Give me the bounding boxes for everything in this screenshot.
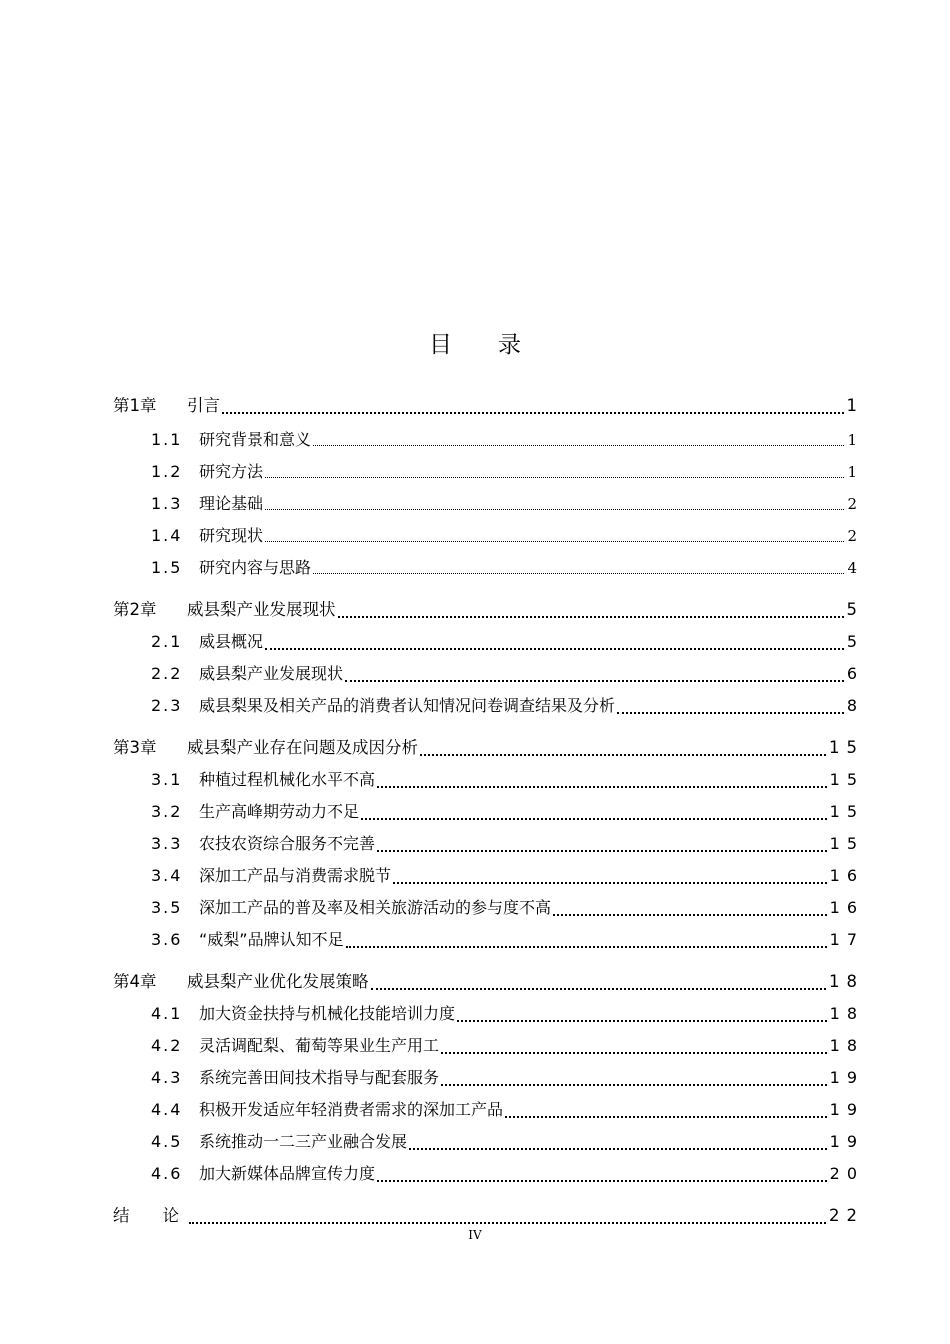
toc-page-number: 6 (846, 664, 864, 683)
toc-page-number: 16 (829, 866, 864, 885)
toc-section-entry[interactable] (113, 1062, 864, 1088)
toc-entry-number: 3.5 (151, 898, 183, 917)
toc-section-entry[interactable] (113, 764, 864, 790)
toc-page-number: 18 (829, 972, 864, 991)
toc-page-number: 19 (829, 1068, 864, 1087)
toc-dot-leader (457, 1020, 827, 1022)
toc-entry-number: 4.1 (151, 1004, 183, 1023)
toc-entry-label: 加大资金扶持与机械化技能培训力度 (199, 1004, 456, 1023)
toc-conclusion-entry[interactable] (113, 1200, 864, 1226)
toc-entry-label: 农技农资综合服务不完善 (199, 834, 376, 853)
toc-entry-number: 1.1 (151, 430, 183, 449)
toc-dot-leader (377, 786, 827, 788)
toc-entry-number: 4.2 (151, 1036, 183, 1055)
toc-section-entry[interactable] (113, 552, 857, 578)
toc-entry-label: 威县梨产业优化发展策略 (187, 972, 369, 991)
toc-page-number: 15 (829, 834, 864, 853)
toc-entry-label: 生产高峰期劳动力不足 (199, 802, 360, 821)
toc-dot-leader (265, 541, 844, 542)
toc-entry-number: 3.3 (151, 834, 183, 853)
toc-entry-label: 威县概况 (199, 632, 264, 651)
toc-page-number: 15 (829, 738, 864, 757)
toc-entry-label: 引言 (187, 396, 220, 415)
toc-entry-label: 研究方法 (199, 462, 264, 481)
toc-entry-number: 2.3 (151, 696, 183, 715)
toc-entry-label: 系统推动一二三产业融合发展 (199, 1132, 408, 1151)
toc-page-number: 18 (829, 1004, 864, 1023)
toc-dot-leader (393, 882, 827, 884)
title-char-right: 录 (498, 332, 521, 358)
toc-entry-label: 深加工产品与消费需求脱节 (199, 866, 392, 885)
toc-dot-leader (553, 914, 827, 916)
toc-section-entry[interactable] (113, 1158, 864, 1184)
toc-page-number: 16 (829, 898, 864, 917)
toc-section-entry[interactable] (113, 488, 857, 514)
toc-dot-leader (345, 680, 844, 682)
toc-entry-label: 威县梨果及相关产品的消费者认知情况问卷调查结果及分析 (199, 696, 616, 715)
toc-section-entry[interactable] (113, 424, 857, 450)
toc-entry-label: 积极开发适应年轻消费者需求的深加工产品 (199, 1100, 504, 1119)
toc-page-number: 8 (846, 696, 864, 715)
toc-page-number: 1 (847, 463, 857, 481)
toc-dot-leader (222, 412, 844, 414)
toc-entry-number: 3.4 (151, 866, 183, 885)
toc-page-number: 2 (847, 527, 857, 545)
toc-chapter-entry[interactable] (113, 732, 864, 758)
toc-section-entry[interactable] (113, 796, 864, 822)
toc-entry-number: 4.4 (151, 1100, 183, 1119)
toc-section-entry[interactable] (113, 1094, 864, 1120)
toc-page-number: 1 (846, 396, 864, 415)
toc-entry-label: 研究现状 (199, 526, 264, 545)
toc-entry-label: 研究内容与思路 (199, 558, 312, 577)
toc-entry-number: 1.5 (151, 558, 183, 577)
toc-entry-number: 4.6 (151, 1164, 183, 1183)
toc-section-entry[interactable] (113, 860, 864, 886)
toc-entry-label: 加大新媒体品牌宣传力度 (199, 1164, 376, 1183)
toc-page-number: 2 (847, 495, 857, 513)
toc-entry-number: 第3章 (113, 738, 157, 757)
toc-section-entry[interactable] (113, 828, 864, 854)
toc-dot-leader (265, 477, 844, 478)
toc-page-number: 20 (829, 1164, 864, 1183)
toc-page-number: 15 (829, 802, 864, 821)
toc-entry-number: 第4章 (113, 972, 157, 991)
toc-entry-label: 威县梨产业发展现状 (187, 600, 336, 619)
toc-dot-leader (265, 509, 844, 510)
toc-dot-leader (189, 1222, 826, 1224)
toc-page-number: 5 (846, 632, 864, 651)
toc-dot-leader (441, 1084, 827, 1086)
toc-entry-number: 1.3 (151, 494, 183, 513)
toc-page-number: 1 (847, 431, 857, 449)
toc-dot-leader (409, 1148, 827, 1150)
toc-dot-leader (346, 946, 827, 948)
toc-page-number: 22 (829, 1206, 864, 1225)
toc-entry-label: 理论基础 (199, 494, 264, 513)
toc-entry-number: 4.5 (151, 1132, 183, 1151)
title-char-left: 目 (429, 332, 452, 358)
toc-dot-leader (377, 1180, 827, 1182)
toc-page-number: 5 (846, 600, 864, 619)
toc-section-entry[interactable] (113, 690, 864, 716)
toc-page-number: 15 (829, 770, 864, 789)
toc-chapter-entry[interactable] (113, 966, 864, 992)
toc-entry-number: 3.6 (151, 930, 183, 949)
toc-dot-leader (617, 712, 844, 714)
toc-section-entry[interactable] (113, 892, 864, 918)
toc-entry-label: 种植过程机械化水平不高 (199, 770, 376, 789)
toc-dot-leader (338, 616, 844, 618)
toc-section-entry[interactable] (113, 1030, 864, 1056)
toc-page-number: 19 (829, 1100, 864, 1119)
toc-entry-label: 威县梨产业存在问题及成因分析 (187, 738, 418, 757)
toc-entry-number: 第1章 (113, 396, 157, 415)
toc-dot-leader (313, 445, 844, 446)
toc-page-number: 19 (829, 1132, 864, 1151)
toc-entry-label: 威县梨产业发展现状 (199, 664, 344, 683)
toc-entry-label: “威梨”品牌认知不足 (199, 930, 344, 949)
toc-chapter-entry[interactable] (113, 390, 864, 416)
toc-entry-label: 深加工产品的普及率及相关旅游活动的参与度不高 (199, 898, 552, 917)
toc-section-entry[interactable] (113, 1126, 864, 1152)
toc-dot-leader (377, 850, 827, 852)
toc-entry-number: 1.2 (151, 462, 183, 481)
page-title (0, 326, 950, 359)
toc-dot-leader (371, 988, 827, 990)
toc-dot-leader (361, 818, 827, 820)
toc-entry-number: 2.1 (151, 632, 183, 651)
toc-entry-number: 第2章 (113, 600, 157, 619)
toc-entry-label: 系统完善田间技术指导与配套服务 (199, 1068, 440, 1087)
toc-chapter-entry[interactable] (113, 594, 864, 620)
toc-page-number: 4 (847, 559, 857, 577)
toc-section-entry[interactable] (113, 520, 857, 546)
toc-entry-number: 3.1 (151, 770, 183, 789)
toc-entry-number: 3.2 (151, 802, 183, 821)
toc-entry-number: 结 论 (113, 1206, 179, 1225)
page-number-footer: IV (468, 1228, 482, 1242)
toc-dot-leader (420, 754, 826, 756)
toc-entry-label: 研究背景和意义 (199, 430, 312, 449)
toc-section-entry[interactable] (113, 658, 864, 684)
toc-section-entry[interactable] (113, 456, 857, 482)
toc-section-entry[interactable] (113, 626, 864, 652)
toc-entry-number: 2.2 (151, 664, 183, 683)
toc-dot-leader (441, 1052, 827, 1054)
toc-dot-leader (313, 573, 844, 574)
toc-entry-number: 4.3 (151, 1068, 183, 1087)
toc-dot-leader (505, 1116, 827, 1118)
toc-section-entry[interactable] (113, 998, 864, 1024)
toc-entry-label: 灵活调配梨、葡萄等果业生产用工 (199, 1036, 440, 1055)
toc-dot-leader (265, 648, 844, 650)
toc-page-number: 17 (829, 930, 864, 949)
toc-section-entry[interactable] (113, 924, 864, 950)
toc-entry-number: 1.4 (151, 526, 183, 545)
toc-page-number: 18 (829, 1036, 864, 1055)
